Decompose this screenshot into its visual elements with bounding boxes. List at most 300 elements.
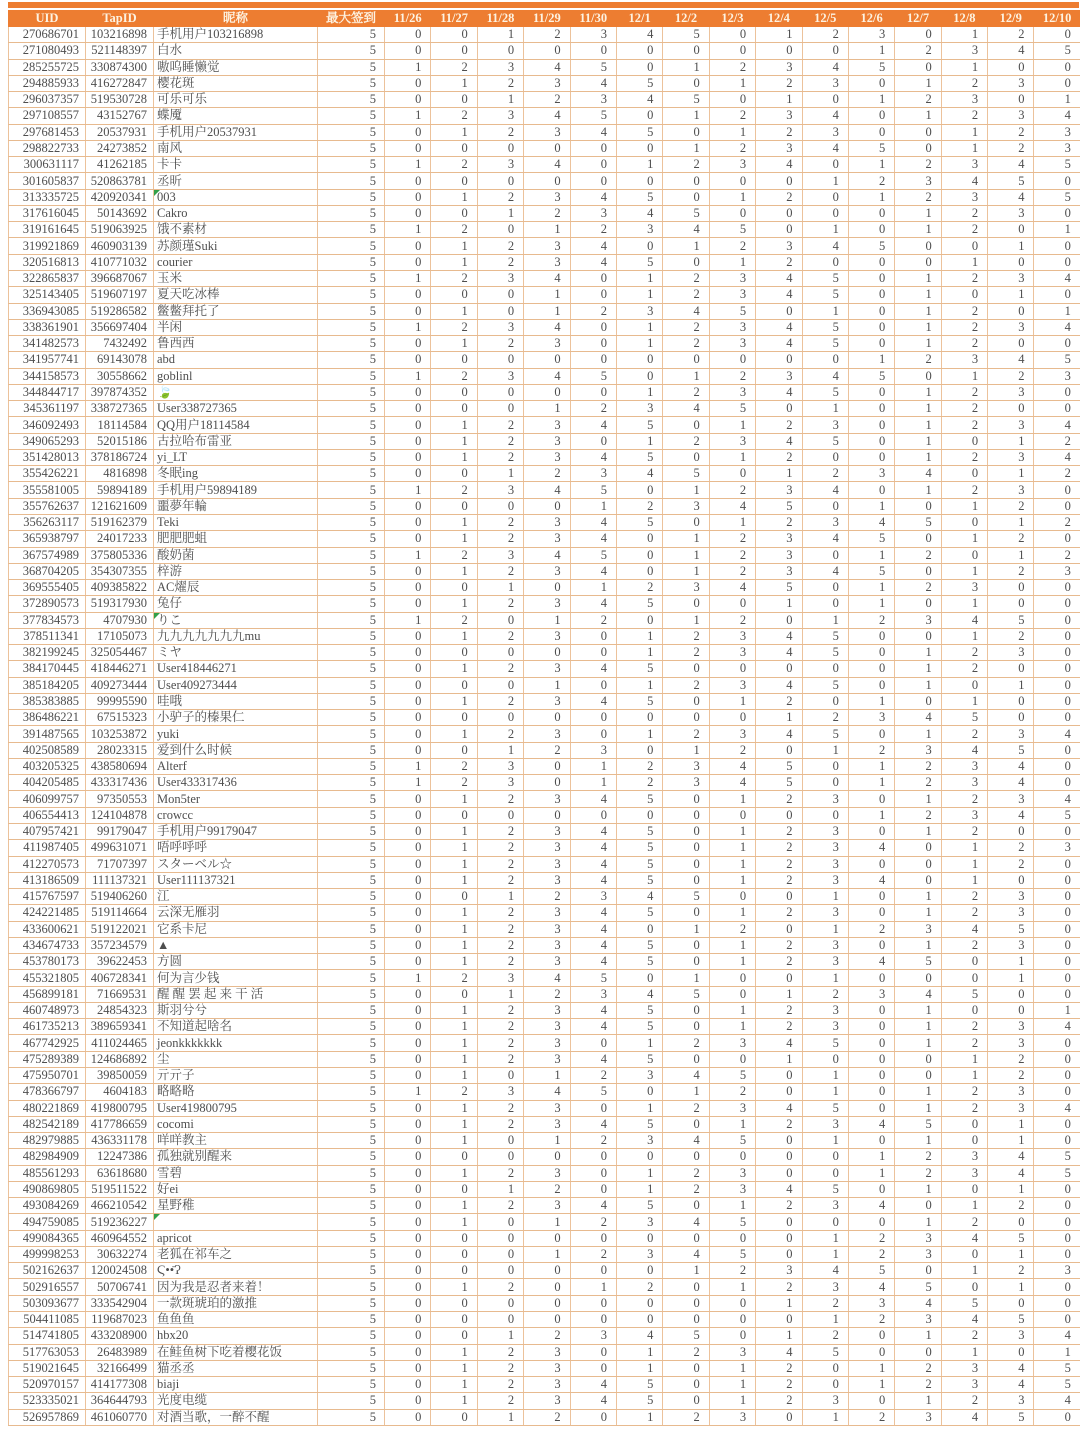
signin-count-cell[interactable]: 0 bbox=[756, 1084, 802, 1100]
signin-count-cell[interactable]: 0 bbox=[988, 401, 1034, 417]
signin-count-cell[interactable]: 0 bbox=[616, 531, 662, 547]
signin-count-cell[interactable]: 0 bbox=[616, 612, 662, 628]
signin-count-cell[interactable]: 2 bbox=[431, 108, 477, 124]
tapid-cell[interactable]: 333542904 bbox=[86, 1295, 154, 1311]
signin-count-cell[interactable]: 0 bbox=[848, 1181, 894, 1197]
signin-count-cell[interactable]: 2 bbox=[524, 466, 570, 482]
signin-count-cell[interactable]: 0 bbox=[709, 1230, 755, 1246]
signin-count-cell[interactable]: 0 bbox=[848, 482, 894, 498]
signin-count-cell[interactable]: 3 bbox=[802, 75, 848, 91]
signin-count-cell[interactable]: 2 bbox=[895, 758, 941, 774]
signin-count-cell[interactable]: 0 bbox=[848, 628, 894, 644]
signin-count-cell[interactable]: 0 bbox=[385, 856, 431, 872]
signin-count-cell[interactable]: 1 bbox=[1034, 1002, 1080, 1018]
signin-count-cell[interactable]: 0 bbox=[848, 222, 894, 238]
uid-cell[interactable]: 349065293 bbox=[9, 433, 86, 449]
max-signin-cell[interactable]: 5 bbox=[318, 547, 385, 563]
signin-count-cell[interactable]: 2 bbox=[709, 1263, 755, 1279]
signin-count-cell[interactable]: 4 bbox=[802, 563, 848, 579]
signin-count-cell[interactable]: 4 bbox=[1034, 449, 1080, 465]
signin-count-cell[interactable]: 0 bbox=[431, 27, 477, 43]
signin-count-cell[interactable]: 5 bbox=[709, 1133, 755, 1149]
signin-count-cell[interactable]: 2 bbox=[941, 824, 987, 840]
signin-count-cell[interactable]: 2 bbox=[477, 336, 523, 352]
signin-count-cell[interactable]: 1 bbox=[431, 254, 477, 270]
column-header-uid[interactable]: UID bbox=[9, 11, 86, 27]
signin-count-cell[interactable]: 2 bbox=[895, 807, 941, 823]
signin-count-cell[interactable]: 0 bbox=[431, 43, 477, 59]
tapid-cell[interactable]: 406728341 bbox=[86, 970, 154, 986]
nickname-cell[interactable]: 酸奶菌 bbox=[154, 547, 318, 563]
signin-count-cell[interactable]: 3 bbox=[756, 368, 802, 384]
nickname-cell[interactable]: 咩咩教主 bbox=[154, 1133, 318, 1149]
signin-count-cell[interactable]: 3 bbox=[616, 1133, 662, 1149]
nickname-cell[interactable]: yi_LT bbox=[154, 449, 318, 465]
signin-count-cell[interactable]: 0 bbox=[524, 1263, 570, 1279]
signin-count-cell[interactable]: 4 bbox=[941, 1230, 987, 1246]
signin-count-cell[interactable]: 3 bbox=[709, 1100, 755, 1116]
signin-count-cell[interactable]: 2 bbox=[941, 482, 987, 498]
signin-count-cell[interactable]: 0 bbox=[616, 1295, 662, 1311]
signin-count-cell[interactable]: 1 bbox=[431, 921, 477, 937]
signin-count-cell[interactable]: 1 bbox=[988, 466, 1034, 482]
signin-count-cell[interactable]: 1 bbox=[431, 937, 477, 953]
signin-count-cell[interactable]: 3 bbox=[709, 336, 755, 352]
signin-count-cell[interactable]: 2 bbox=[756, 449, 802, 465]
signin-count-cell[interactable]: 1 bbox=[431, 1051, 477, 1067]
uid-cell[interactable]: 523335021 bbox=[9, 1393, 86, 1409]
signin-count-cell[interactable]: 2 bbox=[477, 1198, 523, 1214]
signin-count-cell[interactable]: 4 bbox=[1034, 417, 1080, 433]
signin-count-cell[interactable]: 3 bbox=[895, 1409, 941, 1425]
signin-count-cell[interactable]: 0 bbox=[709, 986, 755, 1002]
signin-count-cell[interactable]: 2 bbox=[663, 287, 709, 303]
signin-count-cell[interactable]: 0 bbox=[477, 1133, 523, 1149]
signin-count-cell[interactable]: 4 bbox=[1034, 108, 1080, 124]
signin-count-cell[interactable]: 4 bbox=[802, 368, 848, 384]
tapid-cell[interactable]: 120024508 bbox=[86, 1263, 154, 1279]
signin-count-cell[interactable]: 5 bbox=[802, 1035, 848, 1051]
signin-count-cell[interactable]: 0 bbox=[431, 1149, 477, 1165]
signin-count-cell[interactable]: 4 bbox=[709, 498, 755, 514]
signin-count-cell[interactable]: 0 bbox=[385, 1377, 431, 1393]
tapid-cell[interactable]: 409385822 bbox=[86, 580, 154, 596]
signin-count-cell[interactable]: 3 bbox=[477, 482, 523, 498]
signin-count-cell[interactable]: 2 bbox=[431, 482, 477, 498]
signin-count-cell[interactable]: 0 bbox=[756, 222, 802, 238]
signin-count-cell[interactable]: 5 bbox=[616, 189, 662, 205]
signin-count-cell[interactable]: 0 bbox=[709, 1149, 755, 1165]
tapid-cell[interactable]: 389659341 bbox=[86, 1019, 154, 1035]
signin-count-cell[interactable]: 2 bbox=[477, 417, 523, 433]
tapid-cell[interactable]: 338727365 bbox=[86, 401, 154, 417]
signin-count-cell[interactable]: 2 bbox=[848, 1230, 894, 1246]
signin-count-cell[interactable]: 0 bbox=[1034, 1035, 1080, 1051]
signin-count-cell[interactable]: 0 bbox=[385, 466, 431, 482]
nickname-cell[interactable]: 手机用户59894189 bbox=[154, 482, 318, 498]
signin-count-cell[interactable]: 4 bbox=[570, 254, 616, 270]
signin-count-cell[interactable]: 0 bbox=[1034, 677, 1080, 693]
signin-count-cell[interactable]: 0 bbox=[663, 449, 709, 465]
signin-count-cell[interactable]: 0 bbox=[802, 596, 848, 612]
signin-count-cell[interactable]: 1 bbox=[477, 27, 523, 43]
nickname-cell[interactable]: 🍃 bbox=[154, 384, 318, 400]
uid-cell[interactable]: 478366797 bbox=[9, 1084, 86, 1100]
signin-count-cell[interactable]: 0 bbox=[431, 92, 477, 108]
signin-count-cell[interactable]: 5 bbox=[802, 433, 848, 449]
signin-count-cell[interactable]: 1 bbox=[802, 401, 848, 417]
signin-count-cell[interactable]: 1 bbox=[431, 1377, 477, 1393]
signin-count-cell[interactable]: 1 bbox=[570, 775, 616, 791]
signin-count-cell[interactable]: 2 bbox=[941, 401, 987, 417]
signin-count-cell[interactable]: 5 bbox=[802, 384, 848, 400]
signin-count-cell[interactable]: 0 bbox=[616, 482, 662, 498]
signin-count-cell[interactable]: 3 bbox=[524, 1035, 570, 1051]
signin-count-cell[interactable]: 3 bbox=[616, 1246, 662, 1262]
signin-count-cell[interactable]: 4 bbox=[616, 986, 662, 1002]
signin-count-cell[interactable]: 0 bbox=[663, 1360, 709, 1376]
signin-count-cell[interactable]: 2 bbox=[663, 677, 709, 693]
signin-count-cell[interactable]: 5 bbox=[1034, 1165, 1080, 1181]
uid-cell[interactable]: 369555405 bbox=[9, 580, 86, 596]
signin-count-cell[interactable]: 1 bbox=[616, 384, 662, 400]
signin-count-cell[interactable]: 3 bbox=[848, 27, 894, 43]
nickname-cell[interactable]: 饿不素材 bbox=[154, 222, 318, 238]
tapid-cell[interactable]: 63618680 bbox=[86, 1165, 154, 1181]
max-signin-cell[interactable]: 5 bbox=[318, 189, 385, 205]
signin-count-cell[interactable]: 4 bbox=[848, 514, 894, 530]
signin-count-cell[interactable]: 0 bbox=[431, 140, 477, 156]
tapid-cell[interactable]: 99179047 bbox=[86, 824, 154, 840]
signin-count-cell[interactable]: 4 bbox=[616, 27, 662, 43]
max-signin-cell[interactable]: 5 bbox=[318, 1165, 385, 1181]
signin-count-cell[interactable]: 0 bbox=[709, 43, 755, 59]
signin-count-cell[interactable]: 1 bbox=[431, 1393, 477, 1409]
nickname-cell[interactable]: 孤独就别醒来 bbox=[154, 1149, 318, 1165]
signin-count-cell[interactable]: 1 bbox=[663, 238, 709, 254]
signin-count-cell[interactable]: 4 bbox=[616, 1328, 662, 1344]
signin-count-cell[interactable]: 1 bbox=[895, 449, 941, 465]
signin-count-cell[interactable]: 5 bbox=[848, 59, 894, 75]
signin-count-cell[interactable]: 2 bbox=[941, 791, 987, 807]
signin-count-cell[interactable]: 4 bbox=[988, 1360, 1034, 1376]
signin-count-cell[interactable]: 5 bbox=[895, 1279, 941, 1295]
signin-count-cell[interactable]: 0 bbox=[431, 1230, 477, 1246]
tapid-cell[interactable]: 357234579 bbox=[86, 937, 154, 953]
signin-count-cell[interactable]: 0 bbox=[385, 563, 431, 579]
signin-count-cell[interactable]: 1 bbox=[802, 1409, 848, 1425]
signin-count-cell[interactable]: 0 bbox=[385, 1035, 431, 1051]
signin-count-cell[interactable]: 3 bbox=[616, 303, 662, 319]
signin-count-cell[interactable]: 2 bbox=[709, 531, 755, 547]
signin-count-cell[interactable]: 2 bbox=[756, 872, 802, 888]
nickname-cell[interactable]: 江 bbox=[154, 889, 318, 905]
signin-count-cell[interactable]: 0 bbox=[895, 498, 941, 514]
signin-count-cell[interactable]: 0 bbox=[616, 970, 662, 986]
signin-count-cell[interactable]: 1 bbox=[988, 1116, 1034, 1132]
signin-count-cell[interactable]: 0 bbox=[895, 840, 941, 856]
signin-count-cell[interactable]: 0 bbox=[848, 254, 894, 270]
signin-count-cell[interactable]: 4 bbox=[756, 157, 802, 173]
signin-count-cell[interactable]: 0 bbox=[524, 140, 570, 156]
signin-count-cell[interactable]: 0 bbox=[802, 1165, 848, 1181]
max-signin-cell[interactable]: 5 bbox=[318, 205, 385, 221]
max-signin-cell[interactable]: 5 bbox=[318, 1393, 385, 1409]
signin-count-cell[interactable]: 0 bbox=[477, 303, 523, 319]
signin-count-cell[interactable]: 3 bbox=[756, 1263, 802, 1279]
signin-count-cell[interactable]: 3 bbox=[988, 270, 1034, 286]
signin-count-cell[interactable]: 2 bbox=[709, 742, 755, 758]
signin-count-cell[interactable]: 2 bbox=[477, 726, 523, 742]
signin-count-cell[interactable]: 1 bbox=[709, 1198, 755, 1214]
max-signin-cell[interactable]: 5 bbox=[318, 222, 385, 238]
signin-count-cell[interactable]: 0 bbox=[988, 303, 1034, 319]
tapid-cell[interactable]: 499631071 bbox=[86, 840, 154, 856]
nickname-cell[interactable]: 因为我是忍者来着！ bbox=[154, 1279, 318, 1295]
signin-count-cell[interactable]: 0 bbox=[895, 1068, 941, 1084]
signin-count-cell[interactable]: 5 bbox=[616, 840, 662, 856]
uid-cell[interactable]: 378511341 bbox=[9, 628, 86, 644]
signin-count-cell[interactable]: 3 bbox=[524, 1393, 570, 1409]
signin-count-cell[interactable]: 0 bbox=[802, 661, 848, 677]
signin-count-cell[interactable]: 2 bbox=[941, 937, 987, 953]
signin-count-cell[interactable]: 1 bbox=[848, 157, 894, 173]
signin-count-cell[interactable]: 5 bbox=[802, 336, 848, 352]
signin-count-cell[interactable]: 4 bbox=[524, 157, 570, 173]
signin-count-cell[interactable]: 5 bbox=[616, 596, 662, 612]
signin-count-cell[interactable]: 5 bbox=[848, 140, 894, 156]
signin-count-cell[interactable]: 0 bbox=[848, 1084, 894, 1100]
signin-count-cell[interactable]: 0 bbox=[616, 1149, 662, 1165]
tapid-cell[interactable]: 111137321 bbox=[86, 872, 154, 888]
max-signin-cell[interactable]: 5 bbox=[318, 628, 385, 644]
signin-count-cell[interactable]: 0 bbox=[385, 336, 431, 352]
signin-count-cell[interactable]: 1 bbox=[616, 157, 662, 173]
signin-count-cell[interactable]: 1 bbox=[756, 986, 802, 1002]
column-header-date-11-30[interactable]: 11/30 bbox=[570, 11, 616, 27]
signin-count-cell[interactable]: 2 bbox=[477, 254, 523, 270]
signin-count-cell[interactable]: 5 bbox=[616, 1393, 662, 1409]
uid-cell[interactable]: 504411085 bbox=[9, 1311, 86, 1327]
signin-count-cell[interactable]: 0 bbox=[477, 1214, 523, 1230]
signin-count-cell[interactable]: 3 bbox=[524, 661, 570, 677]
nickname-cell[interactable]: User419800795 bbox=[154, 1100, 318, 1116]
signin-count-cell[interactable]: 0 bbox=[756, 807, 802, 823]
signin-count-cell[interactable]: 0 bbox=[848, 303, 894, 319]
signin-count-cell[interactable]: 2 bbox=[524, 205, 570, 221]
signin-count-cell[interactable]: 0 bbox=[895, 563, 941, 579]
signin-count-cell[interactable]: 0 bbox=[385, 1002, 431, 1018]
signin-count-cell[interactable]: 0 bbox=[570, 1263, 616, 1279]
signin-count-cell[interactable]: 2 bbox=[431, 970, 477, 986]
signin-count-cell[interactable]: 3 bbox=[477, 270, 523, 286]
max-signin-cell[interactable]: 5 bbox=[318, 824, 385, 840]
signin-count-cell[interactable]: 0 bbox=[616, 238, 662, 254]
signin-count-cell[interactable]: 1 bbox=[709, 1116, 755, 1132]
signin-count-cell[interactable]: 5 bbox=[616, 254, 662, 270]
signin-count-cell[interactable]: 1 bbox=[756, 92, 802, 108]
max-signin-cell[interactable]: 5 bbox=[318, 970, 385, 986]
signin-count-cell[interactable]: 4 bbox=[524, 970, 570, 986]
uid-cell[interactable]: 297681453 bbox=[9, 124, 86, 140]
signin-count-cell[interactable]: 3 bbox=[663, 498, 709, 514]
signin-count-cell[interactable]: 0 bbox=[385, 1344, 431, 1360]
nickname-cell[interactable]: 白水 bbox=[154, 43, 318, 59]
tapid-cell[interactable]: 461060770 bbox=[86, 1409, 154, 1425]
signin-count-cell[interactable]: 3 bbox=[941, 92, 987, 108]
signin-count-cell[interactable]: 0 bbox=[663, 596, 709, 612]
nickname-cell[interactable]: 兔仔 bbox=[154, 596, 318, 612]
signin-count-cell[interactable]: 0 bbox=[1034, 27, 1080, 43]
signin-count-cell[interactable]: 3 bbox=[709, 726, 755, 742]
uid-cell[interactable]: 475950701 bbox=[9, 1068, 86, 1084]
signin-count-cell[interactable]: 1 bbox=[802, 1311, 848, 1327]
signin-count-cell[interactable]: 0 bbox=[988, 1214, 1034, 1230]
max-signin-cell[interactable]: 5 bbox=[318, 336, 385, 352]
tapid-cell[interactable]: 41262185 bbox=[86, 157, 154, 173]
signin-count-cell[interactable]: 5 bbox=[941, 710, 987, 726]
signin-count-cell[interactable]: 0 bbox=[756, 205, 802, 221]
signin-count-cell[interactable]: 0 bbox=[1034, 336, 1080, 352]
uid-cell[interactable]: 499998253 bbox=[9, 1246, 86, 1262]
signin-count-cell[interactable]: 1 bbox=[895, 417, 941, 433]
uid-cell[interactable]: 298822733 bbox=[9, 140, 86, 156]
max-signin-cell[interactable]: 5 bbox=[318, 319, 385, 335]
signin-count-cell[interactable]: 3 bbox=[988, 905, 1034, 921]
signin-count-cell[interactable]: 4 bbox=[616, 92, 662, 108]
signin-count-cell[interactable]: 0 bbox=[663, 710, 709, 726]
tapid-cell[interactable]: 354307355 bbox=[86, 563, 154, 579]
uid-cell[interactable]: 490869805 bbox=[9, 1181, 86, 1197]
uid-cell[interactable]: 313335725 bbox=[9, 189, 86, 205]
signin-count-cell[interactable]: 1 bbox=[431, 791, 477, 807]
signin-count-cell[interactable]: 0 bbox=[477, 173, 523, 189]
signin-count-cell[interactable]: 1 bbox=[663, 531, 709, 547]
uid-cell[interactable]: 322865837 bbox=[9, 270, 86, 286]
column-header-max-signin[interactable]: 最大签到 bbox=[318, 11, 385, 27]
signin-count-cell[interactable]: 1 bbox=[802, 1246, 848, 1262]
signin-count-cell[interactable]: 0 bbox=[524, 758, 570, 774]
tapid-cell[interactable]: 466210542 bbox=[86, 1198, 154, 1214]
signin-count-cell[interactable]: 0 bbox=[895, 124, 941, 140]
signin-count-cell[interactable]: 3 bbox=[941, 775, 987, 791]
signin-count-cell[interactable]: 3 bbox=[802, 905, 848, 921]
signin-count-cell[interactable]: 1 bbox=[477, 986, 523, 1002]
signin-count-cell[interactable]: 2 bbox=[941, 905, 987, 921]
max-signin-cell[interactable]: 5 bbox=[318, 710, 385, 726]
nickname-cell[interactable]: 南风 bbox=[154, 140, 318, 156]
column-header-date-11-27[interactable]: 11/27 bbox=[431, 11, 477, 27]
uid-cell[interactable]: 319161645 bbox=[9, 222, 86, 238]
tapid-cell[interactable]: 520863781 bbox=[86, 173, 154, 189]
nickname-cell[interactable]: 在鲑鱼树下吃着樱花饭 bbox=[154, 1344, 318, 1360]
column-header-date-12-10[interactable]: 12/10 bbox=[1034, 11, 1080, 27]
signin-count-cell[interactable]: 5 bbox=[756, 758, 802, 774]
signin-count-cell[interactable]: 1 bbox=[616, 336, 662, 352]
signin-count-cell[interactable]: 3 bbox=[477, 108, 523, 124]
uid-cell[interactable]: 475289389 bbox=[9, 1051, 86, 1067]
signin-count-cell[interactable]: 2 bbox=[570, 612, 616, 628]
signin-count-cell[interactable]: 2 bbox=[988, 498, 1034, 514]
signin-count-cell[interactable]: 2 bbox=[941, 108, 987, 124]
signin-count-cell[interactable]: 1 bbox=[895, 1393, 941, 1409]
uid-cell[interactable]: 294885933 bbox=[9, 75, 86, 91]
signin-count-cell[interactable]: 0 bbox=[385, 628, 431, 644]
signin-count-cell[interactable]: 3 bbox=[895, 1311, 941, 1327]
max-signin-cell[interactable]: 5 bbox=[318, 677, 385, 693]
max-signin-cell[interactable]: 5 bbox=[318, 108, 385, 124]
signin-count-cell[interactable]: 3 bbox=[524, 1002, 570, 1018]
signin-count-cell[interactable]: 1 bbox=[663, 612, 709, 628]
signin-count-cell[interactable]: 2 bbox=[941, 303, 987, 319]
signin-count-cell[interactable]: 0 bbox=[431, 1409, 477, 1425]
uid-cell[interactable]: 385383885 bbox=[9, 693, 86, 709]
signin-count-cell[interactable]: 5 bbox=[802, 677, 848, 693]
signin-count-cell[interactable]: 2 bbox=[895, 1377, 941, 1393]
signin-count-cell[interactable]: 0 bbox=[848, 401, 894, 417]
signin-count-cell[interactable]: 0 bbox=[477, 1149, 523, 1165]
signin-count-cell[interactable]: 0 bbox=[848, 1100, 894, 1116]
signin-count-cell[interactable]: 2 bbox=[1034, 466, 1080, 482]
signin-count-cell[interactable]: 0 bbox=[616, 352, 662, 368]
signin-count-cell[interactable]: 0 bbox=[385, 1279, 431, 1295]
uid-cell[interactable]: 338361901 bbox=[9, 319, 86, 335]
signin-count-cell[interactable]: 3 bbox=[988, 1084, 1034, 1100]
signin-count-cell[interactable]: 5 bbox=[756, 775, 802, 791]
signin-count-cell[interactable]: 2 bbox=[663, 319, 709, 335]
signin-count-cell[interactable]: 2 bbox=[756, 254, 802, 270]
signin-count-cell[interactable]: 0 bbox=[616, 108, 662, 124]
max-signin-cell[interactable]: 5 bbox=[318, 1409, 385, 1425]
signin-count-cell[interactable]: 1 bbox=[616, 677, 662, 693]
signin-count-cell[interactable]: 0 bbox=[385, 954, 431, 970]
signin-count-cell[interactable]: 3 bbox=[802, 1019, 848, 1035]
signin-count-cell[interactable]: 0 bbox=[570, 1100, 616, 1116]
signin-count-cell[interactable]: 1 bbox=[524, 1214, 570, 1230]
signin-count-cell[interactable]: 0 bbox=[848, 1002, 894, 1018]
max-signin-cell[interactable]: 5 bbox=[318, 59, 385, 75]
signin-count-cell[interactable]: 0 bbox=[848, 1035, 894, 1051]
signin-count-cell[interactable]: 3 bbox=[524, 417, 570, 433]
signin-count-cell[interactable]: 3 bbox=[756, 563, 802, 579]
signin-count-cell[interactable]: 3 bbox=[570, 1328, 616, 1344]
signin-count-cell[interactable]: 0 bbox=[663, 417, 709, 433]
tapid-cell[interactable]: 26483989 bbox=[86, 1344, 154, 1360]
signin-count-cell[interactable]: 1 bbox=[848, 693, 894, 709]
signin-count-cell[interactable]: 0 bbox=[385, 1198, 431, 1214]
signin-count-cell[interactable]: 1 bbox=[802, 742, 848, 758]
signin-count-cell[interactable]: 0 bbox=[431, 352, 477, 368]
signin-count-cell[interactable]: 5 bbox=[848, 1263, 894, 1279]
signin-count-cell[interactable]: 5 bbox=[616, 824, 662, 840]
signin-count-cell[interactable]: 0 bbox=[988, 986, 1034, 1002]
signin-count-cell[interactable]: 4 bbox=[524, 368, 570, 384]
tapid-cell[interactable]: 417786659 bbox=[86, 1116, 154, 1132]
signin-count-cell[interactable]: 4 bbox=[1034, 1393, 1080, 1409]
uid-cell[interactable]: 461735213 bbox=[9, 1019, 86, 1035]
uid-cell[interactable]: 377834573 bbox=[9, 612, 86, 628]
tapid-cell[interactable]: 30632274 bbox=[86, 1246, 154, 1262]
signin-count-cell[interactable]: 2 bbox=[477, 1165, 523, 1181]
signin-count-cell[interactable]: 2 bbox=[941, 75, 987, 91]
signin-count-cell[interactable]: 1 bbox=[895, 287, 941, 303]
signin-count-cell[interactable]: 4 bbox=[570, 75, 616, 91]
signin-count-cell[interactable]: 1 bbox=[709, 1377, 755, 1393]
signin-count-cell[interactable]: 3 bbox=[988, 482, 1034, 498]
signin-count-cell[interactable]: 1 bbox=[663, 108, 709, 124]
tapid-cell[interactable]: 418446271 bbox=[86, 661, 154, 677]
signin-count-cell[interactable]: 2 bbox=[802, 1295, 848, 1311]
